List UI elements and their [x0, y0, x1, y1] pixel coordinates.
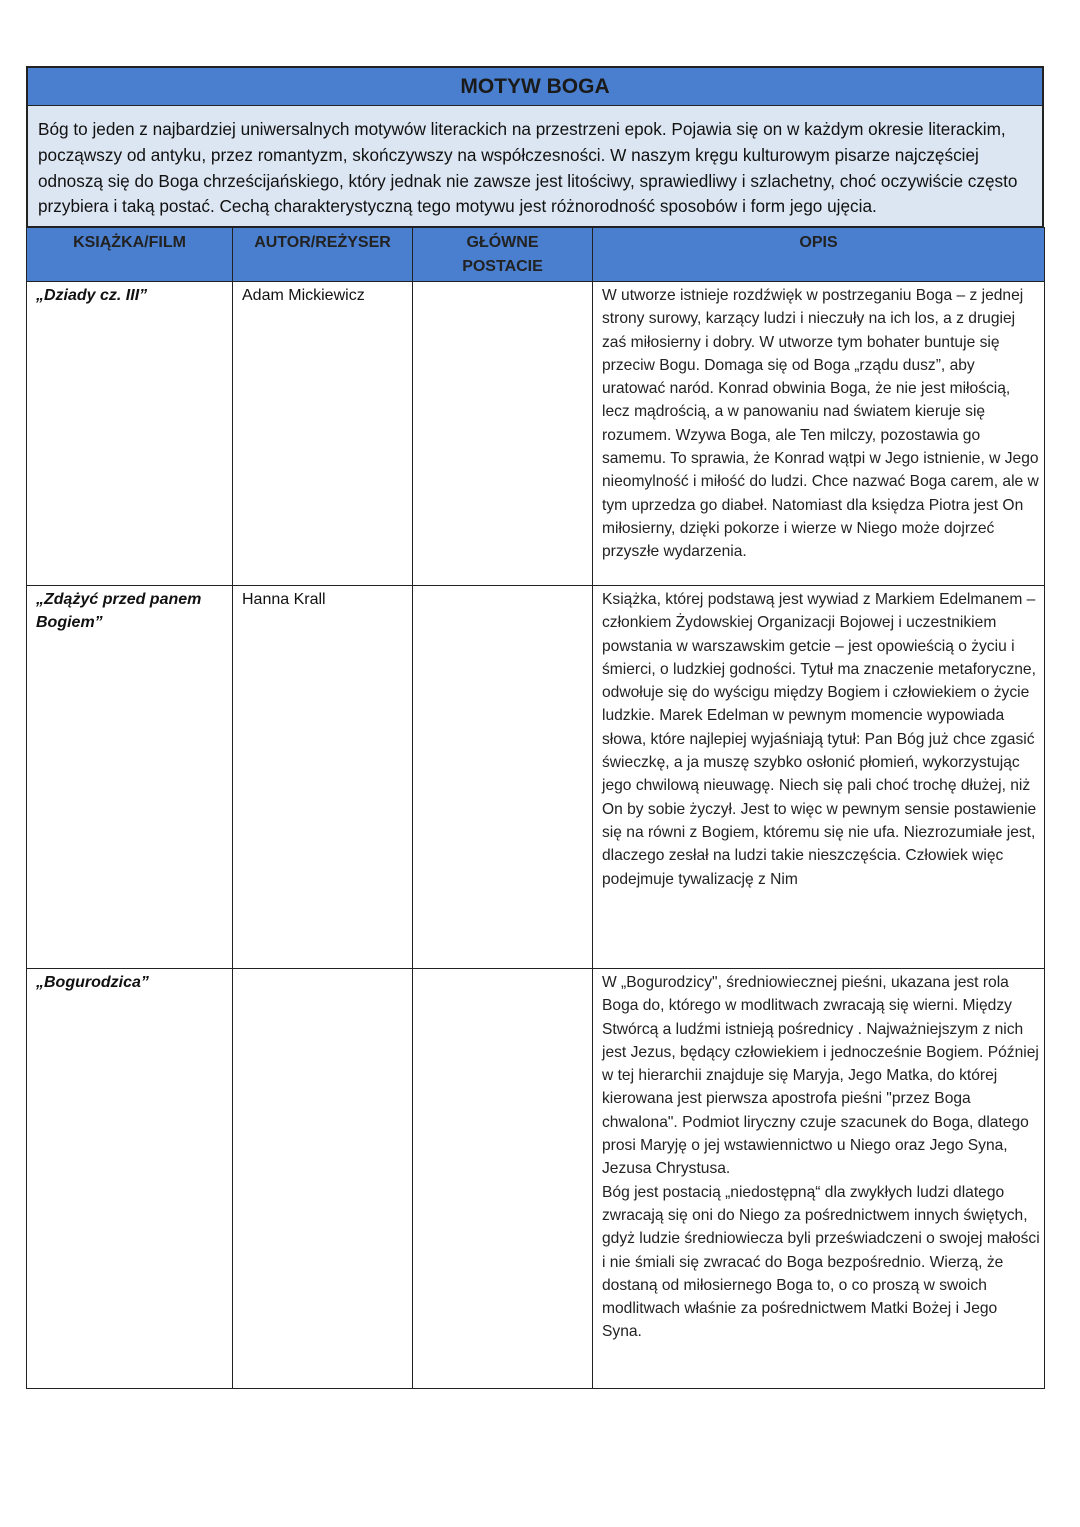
row-characters — [413, 969, 593, 1389]
table-header-row — [27, 228, 1045, 282]
table-row — [27, 969, 1045, 1389]
header-description: OPIS — [593, 228, 1045, 282]
table-row — [27, 586, 1045, 969]
row-description: W utworze istnieje rozdźwięk w postrzeganiu Boga – z jednej strony surowy, karzący ludzi i nieczuły na ich los, a z drugiej zaś miłosierny i dobry. W utworze tym bohater buntuje się przeciw Bogu. Domaga się od Boga „rządu dusz”, aby uratować naród. Konrad obwinia Boga, że nie jest miłością, lecz mądrością, a w panowaniu nad światem kieruje się rozumem. Wzywa Boga, ale Ten milczy, pozostawia go samemu. To sprawia, że Konrad wątpi w Jego istnienie, w Jego nieomylność i miłość do ludzi. Chce nazwać Boga carem, ale w tym uprzedza go diabeł. Natomiast dla księdza Piotra jest On miłosierny, dzięki pokorze i wierze w Niego może dojrzeć przyszłe wydarzenia. — [593, 282, 1045, 586]
row-description: Książka, której podstawą jest wywiad z Markiem Edelmanem – członkiem Żydowskiej Organizacji Bojowej i uczestnikiem powstania w warszawskim getcie – jest opowieścią o życiu i śmierci, o ludzkiej godności. Tytuł ma znaczenie metaforyczne, odwołuje się do wyścigu między Bogiem i człowiekiem o życie ludzkie. Marek Edelman w pewnym momencie wypowiada słowa, które najlepiej wyjaśniają tytuł: Pan Bóg już chce zgasić świeczkę, a ja muszę szybko osłonić płomień, wykorzystując jego chwilową nieuwagę. Niech się pali choć trochę dłużej, niż On by sobie życzył. Jest to więc w pewnym sensie postawienie się na równi z Bogiem, któremu się nie ufa. Niezrozumiałe jest, dlaczego zesłał na ludzi takie nieszczęścia. Człowiek więc podejmuje tywalizację z Nim — [593, 586, 1045, 969]
row-characters — [413, 586, 593, 969]
row-book-title: „Dziady cz. III” — [27, 282, 233, 586]
row-book-title: „Bogurodzica” — [27, 969, 233, 1389]
row-description — [593, 969, 1045, 1389]
table-row — [27, 282, 1045, 586]
header-book: KSIĄŻKA/FILM — [27, 228, 233, 282]
row-characters — [413, 282, 593, 586]
page-title: MOTYW BOGA — [26, 66, 1044, 106]
row-book-title: „Zdążyć przed panem Bogiem” — [27, 586, 233, 969]
row-author — [233, 969, 413, 1389]
row-author: Hanna Krall — [233, 586, 413, 969]
header-author: AUTOR/REŻYSER — [233, 228, 413, 282]
row-author: Adam Mickiewicz — [233, 282, 413, 586]
row-description-paragraph: Bóg jest postacią „niedostępną“ dla zwykłych ludzi dlatego zwracają się oni do Niego za pośrednictwem innych świętych, gdyż ludzie średniowiecza byli przeświadczeni o swojej małości i nie śmiali się zwracać do Boga bezpośrednio. Wierzą, że dostaną od miłosiernego Boga to, o co proszą w swoich modlitwach właśnie za pośrednictwem Matki Bożej i Jego Syna. — [602, 1183, 1040, 1341]
intro-paragraph: Bóg to jeden z najbardziej uniwersalnych motywów literackich na przestrzeni epok. Pojawia się on w każdym okresie literackim, począwszy od antyku, przez romantyzm, skończywszy na współczesności. W naszym kręgu kulturowym pisarze najczęściej odnoszą się do Boga chrześcijańskiego, który jednak nie zawsze jest litościwy, sprawiedliwy i szlachetny, choć oczywiście często przybiera i taką postać. Cechą charakterystyczną tego motywu jest różnorodność sposobów i form jego ujęcia. — [26, 106, 1044, 227]
header-characters: GŁÓWNE POSTACIE — [413, 228, 593, 282]
motif-table — [26, 227, 1045, 1389]
row-description-paragraph: W „Bogurodzicy", średniowiecznej pieśni, ukazana jest rola Boga do, którego w modlitwach zwracają się wierni. Między Stwórcą a ludźmi istnieją pośrednicy . Najważniejszym z nich jest Jezus, będący człowiekiem i jednocześnie Bogiem. Później w tej hierarchii znajduje się Maryja, Jego Matka, do której kierowana jest pierwsza apostrofa pieśni "przez Boga chwalona". Podmiot liryczny czuje szacunek do Boga, dlatego prosi Maryję o jej wstawiennictwo u Niego oraz Jego Syna, Jezusa Chrystusa. — [602, 974, 1039, 1178]
motif-sheet — [26, 66, 1044, 1389]
